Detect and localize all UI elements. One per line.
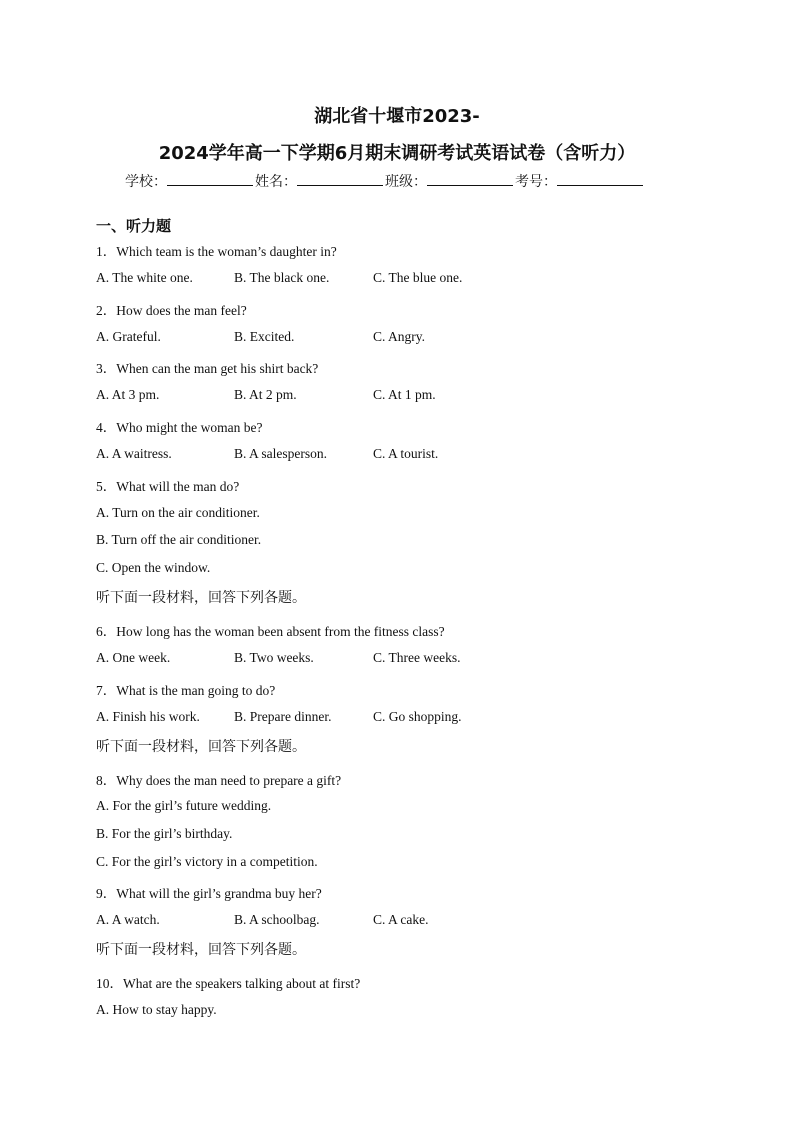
- question-5: 5．What will the man do?: [96, 479, 240, 494]
- question-1: 1．Which team is the woman’s daughter in?: [96, 244, 337, 259]
- option-a: A. Finish his work.: [96, 709, 200, 724]
- option-a: A. The white one.: [96, 270, 193, 285]
- school-label: 学校：: [125, 174, 167, 190]
- question-8-option-a: A. For the girl’s future wedding.: [96, 798, 272, 813]
- listening-instruction: 听下面一段材料，回答下列各题。: [96, 739, 306, 755]
- option-c: C. Go shopping.: [373, 709, 462, 724]
- question-5-option-c: C. Open the window.: [96, 560, 211, 575]
- name-label: 姓名：: [255, 174, 297, 190]
- option-b: B. Two weeks.: [234, 650, 314, 665]
- class-label: 班级：: [385, 174, 427, 190]
- question-5-option-b: B. Turn off the air conditioner.: [96, 532, 262, 547]
- section-heading: 一、听力题: [96, 217, 172, 235]
- student-info-row: [125, 171, 645, 191]
- option-a: A. One week.: [96, 650, 171, 665]
- question-2: 2．How does the man feel?: [96, 303, 247, 318]
- question-6: 6．How long has the woman been absent from the fitness class?: [96, 624, 445, 639]
- option-a: A. At 3 pm.: [96, 387, 160, 402]
- listening-instruction: 听下面一段材料，回答下列各题。: [96, 942, 306, 958]
- question-8: 8．Why does the man need to prepare a gift?: [96, 773, 342, 788]
- option-c: C. A tourist.: [373, 446, 439, 461]
- option-b: B. Prepare dinner.: [234, 709, 332, 724]
- class-blank[interactable]: [427, 172, 513, 186]
- option-c: C. The blue one.: [373, 270, 463, 285]
- option-a: A. A waitress.: [96, 446, 172, 461]
- exam-number-blank[interactable]: [557, 172, 643, 186]
- question-5-option-a: A. Turn on the air conditioner.: [96, 505, 260, 520]
- exam-number-label: 考号：: [515, 174, 557, 190]
- page-title-line-2: 2024学年高一下学期6月期末调研考试英语试卷（含听力）: [158, 143, 636, 164]
- question-8-option-c: C. For the girl’s victory in a competition.: [96, 854, 318, 869]
- question-10-option-a: A. How to stay happy.: [96, 1002, 217, 1017]
- option-c: C. At 1 pm.: [373, 387, 436, 402]
- question-3: 3．When can the man get his shirt back?: [96, 361, 319, 376]
- option-c: C. Three weeks.: [373, 650, 461, 665]
- question-10: 10．What are the speakers talking about at first?: [96, 976, 361, 991]
- listening-instruction: 听下面一段材料，回答下列各题。: [96, 590, 306, 606]
- option-b: B. At 2 pm.: [234, 387, 297, 402]
- school-blank[interactable]: [167, 172, 253, 186]
- option-b: B. Excited.: [234, 329, 295, 344]
- name-blank[interactable]: [297, 172, 383, 186]
- option-b: B. The black one.: [234, 270, 330, 285]
- option-c: C. A cake.: [373, 912, 429, 927]
- option-c: C. Angry.: [373, 329, 426, 344]
- question-9: 9．What will the girl’s grandma buy her?: [96, 886, 322, 901]
- question-4: 4．Who might the woman be?: [96, 420, 263, 435]
- option-a: A. Grateful.: [96, 329, 161, 344]
- question-7: 7．What is the man going to do?: [96, 683, 276, 698]
- option-a: A. A watch.: [96, 912, 160, 927]
- option-b: B. A salesperson.: [234, 446, 327, 461]
- question-8-option-b: B. For the girl’s birthday.: [96, 826, 233, 841]
- option-b: B. A schoolbag.: [234, 912, 320, 927]
- page-title-line-1: 湖北省十堰市2023-: [314, 106, 480, 127]
